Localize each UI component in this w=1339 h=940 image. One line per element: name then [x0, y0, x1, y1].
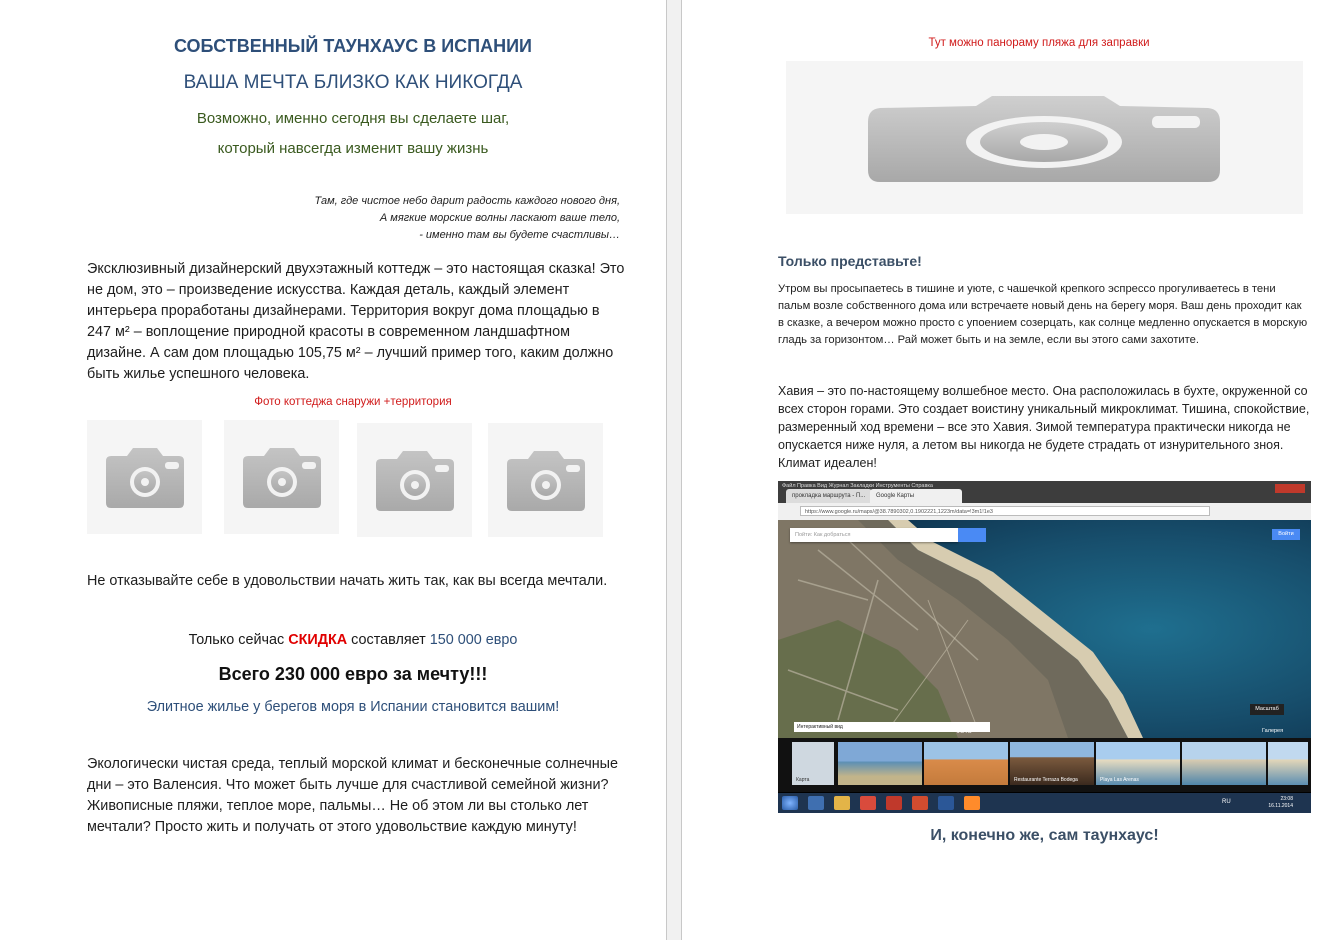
- browser-tab-active: Google Карты: [870, 489, 962, 503]
- price-headline: Всего 230 000 евро за мечту!!!: [218, 664, 488, 684]
- scale-label: Масштаб: [1250, 704, 1284, 715]
- discount-prefix: Только сейчас: [188, 632, 289, 648]
- camera-icon: [868, 96, 1220, 182]
- url-field: https://www.google.ru/maps/@38.7890302,0.1902221,1223m/data=!3m1!1e3: [800, 506, 1210, 516]
- map-search-input: Пойти: Как добраться: [790, 528, 958, 542]
- imagine-heading: Только представьте!: [778, 253, 922, 269]
- photo-placeholder: [488, 423, 603, 537]
- folder-icon: [834, 796, 850, 810]
- thumb-label: Playa Las Arenas: [1100, 777, 1139, 783]
- photo-placeholder: [224, 420, 339, 534]
- gallery-label: Галерея: [1262, 728, 1284, 734]
- dream-paragraph: Не отказывайте себе в удовольствии начать жить так, как вы всегда мечтали.: [87, 573, 608, 589]
- language-indicator: RU: [1222, 799, 1231, 805]
- poem-line: Там, где чистое небо дарит радость каждого нового дня,: [314, 195, 620, 207]
- poem-line: - именно там вы будете счастливы…: [419, 229, 620, 241]
- document-page-2: [682, 0, 1339, 940]
- photos-caption: Фото коттеджа снаружи +территория: [254, 396, 452, 408]
- panorama-caption: Тут можно панораму пляжа для заправки: [928, 37, 1150, 49]
- intro-paragraph: Эксклюзивный дизайнерский двухэтажный коттедж – это настоящая сказка! Это не дом, это – произведение искусства. Каждая деталь, каждый элемент интерьера проработаны дизайнерами. Территория вокруг дома площадью в 247 м² – воплощение природной красоты в современном ландшафтном дизайне. А сам дом площадью 105,75 м² – лучший пример того, каким должно быть жилье успешного человека.: [87, 261, 625, 382]
- poem-line: А мягкие морские волны ласкают ваше тело,: [379, 212, 620, 224]
- javea-paragraph: Хавия – это по-настоящему волшебное место. Она расположилась в бухте, окруженной со всех сторон горами. Это создает воистину уникальный микроклимат. Тишина, спокойствие, размеренный ход времени – все это Хавия. Зимой температура практически никогда не опускается ниже нуля, а летом вы никогда не будете страдать от изнурительного зноя. Климат идеален!: [778, 384, 1310, 470]
- discount-amount: 150 000 евро: [429, 632, 518, 648]
- photo-label: ФОТО: [956, 729, 972, 735]
- photo-placeholder: [357, 423, 472, 537]
- photo-thumb: [924, 742, 1008, 785]
- camera-icon: [506, 451, 586, 511]
- photo-strip: [778, 738, 1311, 793]
- clock-time: 23:08: [1280, 796, 1293, 802]
- discount-mid: составляет: [347, 632, 430, 648]
- app-icon: [886, 796, 902, 810]
- satellite-image: [778, 520, 1311, 738]
- elite-line: Элитное жилье у берегов моря в Испании становится вашим!: [146, 699, 560, 715]
- browser-tab: прокладка маршрута - П...: [786, 489, 872, 503]
- photo-thumb: [1268, 742, 1308, 785]
- camera-icon: [105, 448, 185, 508]
- discount-word: СКИДКА: [288, 632, 348, 648]
- photo-placeholder: [87, 420, 202, 534]
- discount-line: [0, 632, 666, 648]
- map-legend: Интерактивный вид: [794, 722, 990, 732]
- document-page-1: [0, 0, 666, 940]
- clock-date: 16.11.2014: [1268, 803, 1293, 809]
- final-heading: И, конечно же, сам таунхаус!: [930, 827, 1159, 844]
- map-screenshot: [778, 481, 1311, 813]
- firefox-icon: [964, 796, 980, 810]
- satellite-map: [778, 520, 1311, 738]
- word-icon: [938, 796, 954, 810]
- browser-menu: Файл Правка Вид Журнал Закладки Инструменты Справка: [782, 483, 933, 489]
- photo-thumb: [1010, 742, 1094, 785]
- thumb-label: Restaurante Terraza Bodega: [1014, 777, 1078, 783]
- chrome-icon: [860, 796, 876, 810]
- sign-in-button: Войти: [1272, 529, 1300, 540]
- map-search-button: [958, 528, 986, 542]
- tagline-line-1: Возможно, именно сегодня вы сделаете шаг,: [196, 110, 510, 127]
- ie-icon: [808, 796, 824, 810]
- office-icon: [912, 796, 928, 810]
- windows-taskbar: [778, 793, 1311, 813]
- tagline-line-2: который навсегда изменит вашу жизнь: [217, 140, 489, 157]
- poem: [200, 193, 620, 244]
- browser-tabbar: [778, 481, 1311, 503]
- imagine-paragraph: Утром вы просыпаетесь в тишине и уюте, с чашечкой крепкого эспрессо прогуливаетесь в тени пальм возле собственного дома или встречаете новый день на берегу моря. Ваш день проходит как в сказке, а вечером можно просто с упоением созерцать, как солнце медленно опускается в морскую гладь за горизонтом… Рай может быть и на земле, если вы этого сами захотите.: [778, 283, 1308, 346]
- photo-thumb: [1096, 742, 1180, 785]
- ecology-paragraph: Экологически чистая среда, теплый морской климат и бесконечные солнечные дни – это Валенсия. Что может быть лучше для счастливой семейной жизни? Живописные пляжи, теплое море, пальмы… Не об этом ли вы столько лет мечтали? Просто жить и получать от этого удовольствие каждую минуту!: [87, 756, 619, 835]
- camera-icon: [242, 448, 322, 508]
- page-title: СОБСТВЕННЫЙ ТАУНХАУС В ИСПАНИИ: [174, 36, 532, 56]
- panorama-placeholder: [786, 61, 1303, 214]
- thumb-label: Карта: [796, 777, 810, 783]
- camera-icon: [375, 451, 455, 511]
- start-icon: [782, 796, 798, 810]
- window-controls: [1275, 484, 1305, 493]
- browser-address-bar: [778, 503, 1311, 521]
- page-subtitle: ВАША МЕЧТА БЛИЗКО КАК НИКОГДА: [183, 72, 523, 93]
- photo-thumb: [838, 742, 922, 785]
- photo-thumb: [1182, 742, 1266, 785]
- taskbar-clock: [1268, 796, 1293, 810]
- page-gap: [666, 0, 682, 940]
- map-thumb: [792, 742, 834, 785]
